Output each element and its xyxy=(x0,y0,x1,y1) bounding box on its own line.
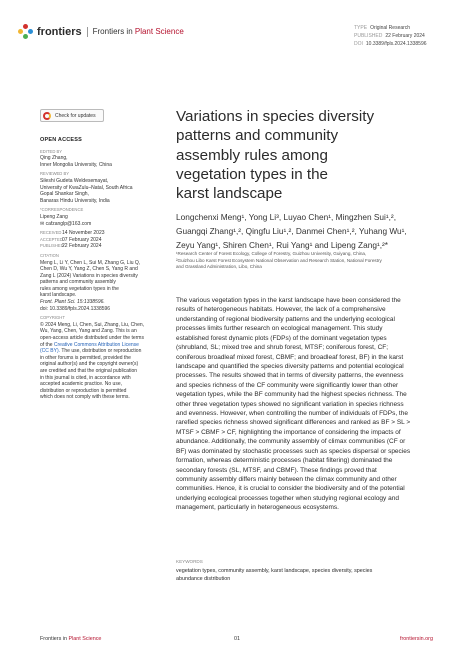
correspondence xyxy=(40,214,160,227)
reviewer-affiliation: University of KwaZulu–Natal, South Africa xyxy=(40,184,133,191)
affiliation-line: ²Guizhou Libo Karst Forest Ecosystem National Observation and Research Station, National Forestry xyxy=(176,257,382,263)
copyright-line: which does not comply with these terms. xyxy=(40,394,130,401)
abstract-line: vegetation types, while the BF community had the highest species richness. The xyxy=(176,391,407,399)
editor-affiliation: Inner Mongolia University, China xyxy=(40,161,112,168)
abstract-line: landscape and quantified the species diversity patterns and potential ecological xyxy=(176,362,404,370)
citation-line: rules among vegetation types in the xyxy=(40,285,119,292)
copyright-line xyxy=(40,342,160,349)
date-label: PUBLISHED xyxy=(40,243,64,249)
reviewer-affiliation: Banaras Hindu University, India xyxy=(40,197,110,204)
abstract-line: communities. Hence, it is crucial to consider the biodiversity and of the potential xyxy=(176,485,405,493)
published-value: 22 February 2024 xyxy=(385,33,425,39)
header-divider xyxy=(87,27,88,37)
abstract-line: The various vegetation types in the karst landscape have been considered the xyxy=(176,297,401,304)
journal-header xyxy=(18,24,184,39)
article-title xyxy=(176,107,446,203)
date-label: RECEIVED xyxy=(40,230,62,236)
dates xyxy=(40,230,160,250)
title-line: vegetation types in the xyxy=(176,165,328,183)
keywords-label: KEYWORDS xyxy=(176,559,203,564)
copyright-line: Wu, Yang, Chen, Yang and Zang. This is an xyxy=(40,328,137,335)
title-line: assembly rules among xyxy=(176,146,328,164)
date-row xyxy=(40,237,160,244)
copyright-label: COPYRIGHT xyxy=(40,315,65,321)
citation-line: Zang L (2024) Variations in species diversity xyxy=(40,272,138,279)
abstract-line: MTSF > CBMF > CF, highlighting the importance of considering the impacts of xyxy=(176,428,401,436)
copyright-line: in this journal is cited, in accordance with xyxy=(40,374,131,381)
journal-name xyxy=(93,27,184,36)
email-link[interactable]: ✉ cafzanglp@163.com xyxy=(40,220,92,227)
sidebar xyxy=(40,137,160,402)
reviewed-by-label: REVIEWED BY xyxy=(40,171,70,177)
editor-name: Qing Zhang, xyxy=(40,155,68,162)
check-updates-label: Check for updates xyxy=(55,112,96,119)
article-meta xyxy=(354,24,427,48)
copyright-line: accepted academic practice. No use, xyxy=(40,381,122,388)
date-row xyxy=(40,243,160,250)
copyright-line: © 2024 Meng, Li, Chen, Sui, Zhang, Liu, Chen, xyxy=(40,321,145,328)
citation-line: Chen D, Wu Y, Yang Z, Chen S, Yang R and xyxy=(40,266,138,273)
abstract xyxy=(176,296,442,513)
copyright-line: in other forums is permitted, provided the xyxy=(40,354,131,361)
copyright-line xyxy=(40,348,160,355)
brand-name: frontiers xyxy=(37,25,82,38)
keywords-line: vegetation types, community assembly, karst landscape, species diversity, species xyxy=(176,568,373,574)
footer-journal-prefix: Frontiers in xyxy=(40,636,69,642)
citation-label: CITATION xyxy=(40,252,59,258)
copyright-line: are credited and that the original publication xyxy=(40,368,138,374)
abstract-line: processes. The results showed that in terms of diversity patterns, the evenness xyxy=(176,372,404,380)
reviewed-by xyxy=(40,178,160,204)
author-line: Zeyu Yang¹, Shiren Chen¹, Rui Yang¹ and Lipeng Zang¹,²* xyxy=(176,239,389,250)
abstract-line: abundance. Additionally, the community assembly of climax communities (CF or xyxy=(176,438,406,446)
abstract-line: (shrubland, SL; mixed tree and shrub forest, MTSF; coniferous forest, CF; xyxy=(176,344,389,352)
keywords xyxy=(176,567,442,583)
site-link[interactable]: frontiersin.org xyxy=(400,636,433,642)
copyright-text: of the xyxy=(40,341,54,348)
abstract-line: rarefied species richness showed significant differences and ranked as BF > SL > xyxy=(176,419,411,427)
citation-line: Front. Plant Sci. 15:1338596. xyxy=(40,299,105,306)
corresponding-author: Lipeng Zang xyxy=(40,213,68,220)
doi-label: DOI xyxy=(354,41,363,47)
copyright xyxy=(40,322,160,401)
date-value: 07 February 2024 xyxy=(62,236,102,243)
copyright-line: open-access article distributed under the terms xyxy=(40,335,144,342)
abstract-line: BF) was dominated by stochastic processes such as species dispersal or species xyxy=(176,447,411,455)
footer-journal-title: Plant Science xyxy=(68,636,102,642)
copyright-line: distribution or reproduction is permitted xyxy=(40,387,127,394)
frontiers-logo-icon xyxy=(18,24,33,39)
page-number: 01 xyxy=(234,636,240,642)
copyright-text: The use, distribution or reproduction xyxy=(61,348,142,355)
title-line: patterns and community xyxy=(176,127,339,145)
citation-line: patterns and community assembly xyxy=(40,279,116,286)
abstract-line: processes limits further research on ecological management. This study xyxy=(176,325,383,333)
citation-doi[interactable]: doi: 10.3389/fpls.2024.1338596 xyxy=(40,305,111,312)
abstract-line: other three vegetation types showed no significant variation in species richness xyxy=(176,400,404,408)
author-list xyxy=(176,211,446,252)
correspondence-label: *CORRESPONDENCE xyxy=(40,207,84,213)
title-line: karst landscape xyxy=(176,185,283,203)
license-link-cc-by[interactable]: (CC BY). xyxy=(40,348,60,355)
citation xyxy=(40,260,160,313)
abstract-line: formation, whereas deterministic processes (habitat filtering) dominated the xyxy=(176,457,393,465)
type-label: TYPE xyxy=(354,25,368,31)
abstract-line: community assembly differs mainly between the climax community and other xyxy=(176,476,397,484)
edited-by xyxy=(40,155,160,168)
author-line: Guangqi Zhang¹,², Qingfu Liu¹,², Danmei Chen¹,², Yuhang Wu¹, xyxy=(176,225,407,236)
open-access-label: OPEN ACCESS xyxy=(40,137,83,143)
edited-by-label: EDITED BY xyxy=(40,148,63,154)
reviewer-name: Gopal Shankar Singh, xyxy=(40,191,89,198)
journal-prefix: Frontiers in xyxy=(92,27,135,36)
keywords-line: abundance distribution xyxy=(176,576,231,583)
affiliation-line: ¹Research Center of Forest Ecology, College of Forestry, Guizhou University, Guiyang, China, xyxy=(176,251,367,256)
abstract-line: and evenness. However, when controlling the number of individuals of FDPs, the xyxy=(176,410,408,418)
citation-line: Meng L, Li Y, Chen L, Sui M, Zhang G, Liu Q, xyxy=(40,259,141,266)
citation-line: karst landscape. xyxy=(40,292,77,299)
date-value: 14 November 2023 xyxy=(62,230,105,237)
date-row xyxy=(40,230,160,237)
license-link[interactable]: Creative Commons Attribution License xyxy=(53,341,139,348)
published-label: PUBLISHED xyxy=(354,33,383,39)
abstract-line: secondary forests (SL, MTSF, and CBMF). These findings proved that xyxy=(176,466,377,474)
author-line: Longchenxi Meng¹, Yong Li³, Luyao Chen¹, Mingzhen Sui¹,², xyxy=(176,212,397,222)
type-value: Original Research xyxy=(370,25,411,31)
abstract-line: understanding of regional biodiversity patterns and the underlying ecological xyxy=(176,315,395,323)
copyright-line: original author(s) and the copyright owner(s) xyxy=(40,361,139,368)
abstract-line: coniferous broadleaf mixed forest, CBMF; and broadleaf forest, BF) in the karst xyxy=(176,353,404,361)
footer-journal xyxy=(40,636,101,642)
title-line: Variations in species diversity xyxy=(176,108,375,125)
date-label: ACCEPTED xyxy=(40,236,63,242)
refresh-icon xyxy=(43,112,51,120)
abstract-line: established forest dynamic plots (FDPs) of the dominant vegetation types xyxy=(176,334,387,342)
affiliation-line: and Grassland Administration, Libo, China xyxy=(176,264,262,270)
abstract-line: management, particularly in heterogeneous ecosystems. xyxy=(176,504,339,512)
journal-title: Plant Science xyxy=(134,27,184,36)
check-updates-button[interactable] xyxy=(40,109,104,122)
reviewer-name: Sileshi Gudeta Weldesemayat, xyxy=(40,177,109,184)
doi-link[interactable]: 10.3389/fpls.2024.1338596 xyxy=(365,41,427,47)
date-value: 22 February 2024 xyxy=(62,243,102,250)
abstract-line: and species richness of the CF community were significantly lower than other xyxy=(176,381,399,389)
abstract-line: underlying ecological processes together when studying regional ecology and xyxy=(176,494,399,502)
affiliations xyxy=(176,251,448,271)
abstract-line: results of heterogeneous habitats. However, the lack of a comprehensive xyxy=(176,306,386,314)
